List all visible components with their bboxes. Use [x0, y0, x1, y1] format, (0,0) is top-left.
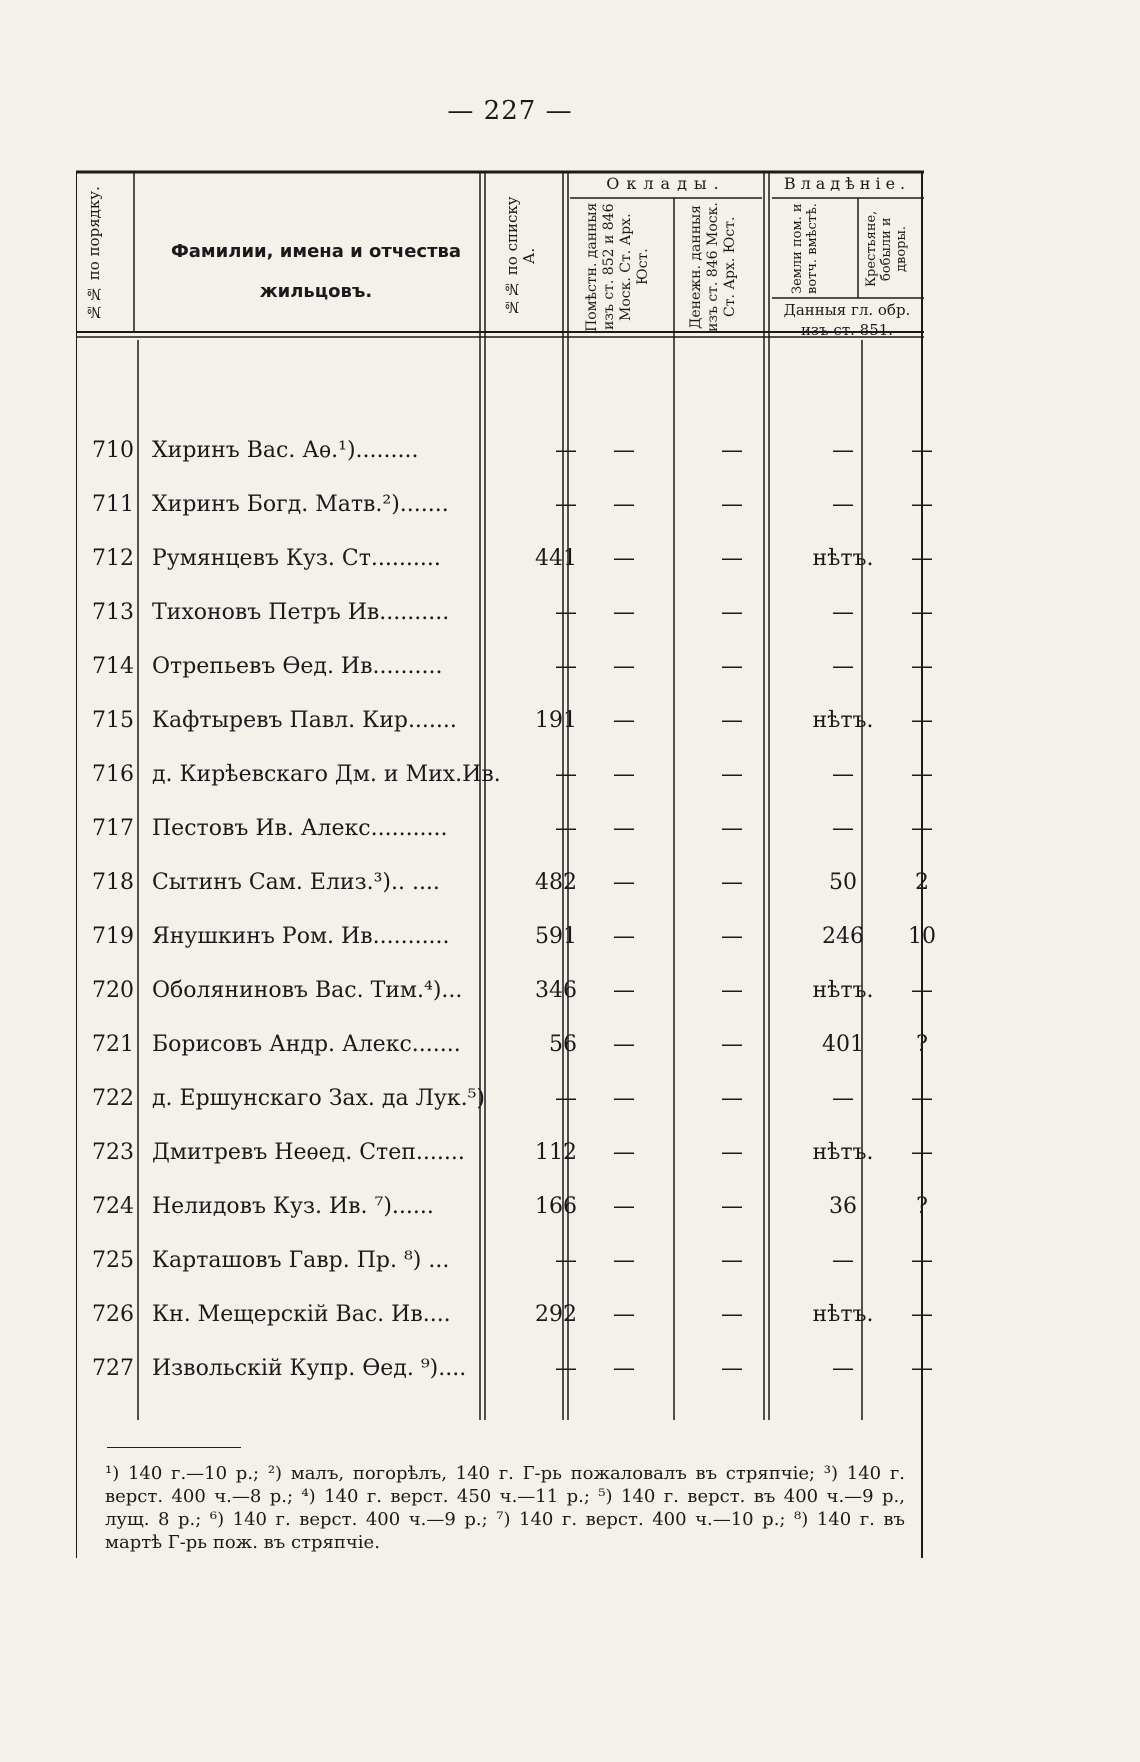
row-list-number: — — [555, 438, 577, 463]
row-number: 716 — [92, 762, 134, 787]
row-oklad-pomestny: — — [613, 1302, 635, 1327]
row-oklad-pomestny: — — [613, 978, 635, 1003]
table-row — [76, 910, 936, 964]
row-number: 724 — [92, 1194, 134, 1219]
row-krestyane: — — [911, 438, 933, 463]
row-oklad-denezhny: — — [721, 438, 743, 463]
row-number: 712 — [92, 546, 134, 571]
header-name-line2: жильцовъ. — [259, 281, 373, 302]
row-zemli: нѣтъ. — [812, 1140, 874, 1165]
row-zemli: нѣтъ. — [812, 1302, 874, 1327]
row-oklad-denezhny: — — [721, 924, 743, 949]
row-oklad-pomestny: — — [613, 762, 635, 787]
row-list-number: 56 — [549, 1032, 577, 1057]
row-krestyane: — — [911, 1356, 933, 1381]
row-oklad-denezhny: — — [721, 492, 743, 517]
header-number-column: №№ по порядку. — [85, 186, 103, 322]
row-oklad-pomestny: — — [613, 1032, 635, 1057]
row-name: Карташовъ Гавр. Пр. ⁸) ... — [152, 1248, 450, 1273]
footnote-rule — [107, 1447, 241, 1448]
row-oklad-denezhny: — — [721, 654, 743, 679]
row-name: Дмитревъ Неѳед. Степ....... — [152, 1140, 465, 1165]
row-number: 722 — [92, 1086, 134, 1111]
row-oklad-denezhny: — — [721, 1194, 743, 1219]
row-name: д. Ершунскаго Зах. да Лук.⁵) — [152, 1086, 486, 1111]
header-data-source — [772, 300, 922, 340]
row-list-number: 166 — [535, 1194, 577, 1219]
row-oklad-denezhny: — — [721, 816, 743, 841]
header-name-line1: Фамилии, имена и отчества — [170, 241, 462, 262]
header-zemli: Земли пом. и вотч. вмѣстѣ. — [790, 203, 820, 295]
row-oklad-pomestny: — — [613, 1086, 635, 1111]
row-krestyane: — — [911, 816, 933, 841]
row-krestyane: ? — [916, 1032, 928, 1057]
header-data-source-line2: изъ ст. 851. — [800, 321, 894, 339]
row-zemli: — — [832, 438, 854, 463]
page-number: — 227 — — [447, 96, 573, 126]
row-oklad-denezhny: — — [721, 1302, 743, 1327]
row-krestyane: — — [911, 1140, 933, 1165]
header-oklad-denezhny: Денежн. данныя изъ ст. 846 Моск. Ст. Арх. Юст. — [688, 202, 738, 332]
row-number: 719 — [92, 924, 134, 949]
row-list-number: — — [555, 1086, 577, 1111]
row-oklad-pomestny: — — [613, 924, 635, 949]
row-number: 723 — [92, 1140, 134, 1165]
row-number: 713 — [92, 600, 134, 625]
row-number: 727 — [92, 1356, 134, 1381]
row-krestyane: — — [911, 978, 933, 1003]
row-krestyane: — — [911, 600, 933, 625]
table-row — [76, 1342, 933, 1396]
row-name: Хиринъ Богд. Матв.²)....... — [152, 492, 449, 517]
row-zemli: нѣтъ. — [812, 708, 874, 733]
row-oklad-pomestny: — — [613, 1194, 635, 1219]
table-row — [76, 748, 933, 802]
row-oklad-denezhny: — — [721, 1032, 743, 1057]
row-zemli: 401 — [822, 1032, 864, 1057]
table-row — [76, 478, 933, 532]
row-krestyane: 10 — [908, 924, 936, 949]
row-krestyane: — — [911, 762, 933, 787]
row-oklad-denezhny: — — [721, 1086, 743, 1111]
row-krestyane: — — [911, 654, 933, 679]
row-number: 710 — [92, 438, 134, 463]
row-oklad-denezhny: — — [721, 1140, 743, 1165]
row-oklad-pomestny: — — [613, 546, 635, 571]
row-number: 717 — [92, 816, 134, 841]
table-row — [76, 1180, 928, 1234]
header-group-vladenie: Владѣніе. — [783, 174, 911, 193]
row-oklad-pomestny: — — [613, 654, 635, 679]
row-number: 721 — [92, 1032, 134, 1057]
row-oklad-pomestny: — — [613, 816, 635, 841]
row-list-number: — — [555, 654, 577, 679]
row-zemli: 246 — [822, 924, 864, 949]
row-oklad-pomestny: — — [613, 600, 635, 625]
row-krestyane: — — [911, 1302, 933, 1327]
row-list-number: 591 — [535, 924, 577, 949]
row-zemli: — — [832, 492, 854, 517]
row-krestyane: — — [911, 492, 933, 517]
row-krestyane: — — [911, 1248, 933, 1273]
table-row — [76, 640, 933, 694]
table-row — [76, 802, 933, 856]
row-number: 725 — [92, 1248, 134, 1273]
header-data-source-line1: Данныя гл. обр. — [783, 301, 911, 319]
row-zemli: — — [832, 762, 854, 787]
header-group-oklady: Оклады. — [606, 174, 726, 193]
row-name: Румянцевъ Куз. Ст.......... — [152, 546, 441, 571]
table-row — [76, 1126, 933, 1180]
row-oklad-pomestny: — — [613, 708, 635, 733]
table-row — [76, 964, 933, 1018]
row-list-number: — — [555, 1356, 577, 1381]
table-row — [76, 1018, 928, 1072]
row-oklad-pomestny: — — [613, 438, 635, 463]
row-zemli: — — [832, 816, 854, 841]
row-oklad-denezhny: — — [721, 600, 743, 625]
header-oklad-pomestny: Помѣстн. данныя изъ ст. 852 и 846 Моск. Ст. Арх. Юст. — [584, 202, 651, 332]
row-list-number: 292 — [535, 1302, 577, 1327]
row-name: Нелидовъ Куз. Ив. ⁷)...... — [152, 1194, 434, 1219]
row-name: Янушкинъ Ром. Ив........... — [152, 924, 450, 949]
row-list-number: 112 — [535, 1140, 577, 1165]
header-krestyane: Крестьяне, бобыли и дворы. — [864, 210, 909, 288]
row-number: 715 — [92, 708, 134, 733]
row-krestyane: 2 — [915, 870, 929, 895]
row-number: 714 — [92, 654, 134, 679]
row-number: 718 — [92, 870, 134, 895]
row-zemli: — — [832, 1356, 854, 1381]
row-list-number: — — [555, 816, 577, 841]
footnotes: ¹) 140 г.—10 р.; ²) малъ, погорѣлъ, 140 г. Г-рь пожаловалъ въ стряпчіе; ³) 140 г. верст. 400 ч.—8 р.; ⁴) 140 г. верст. 450 ч.—11 р.; ⁵) 140 г. верст. въ 400 ч.—9 р., лущ. 8 р.; ⁶) 140 г. верст. 400 ч.—9 р.; ⁷) 140 г. верст. 400 ч.—10 р.; ⁸) 140 г. въ мартѣ Г-рь пож. въ стряпчіе. — [105, 1463, 905, 1553]
row-oklad-denezhny: — — [721, 546, 743, 571]
row-number: 726 — [92, 1302, 134, 1327]
row-name: Оболяниновъ Вас. Тим.⁴)... — [152, 978, 463, 1003]
table-row — [76, 586, 933, 640]
row-oklad-denezhny: — — [721, 870, 743, 895]
row-name: Кафтыревъ Павл. Кир....... — [152, 708, 457, 733]
row-zemli: 50 — [829, 870, 857, 895]
row-name: Тихоновъ Петръ Ив.......... — [152, 600, 450, 625]
row-list-number: 191 — [535, 708, 577, 733]
row-name: д. Кирѣевскаго Дм. и Мих.Ив. — [152, 762, 501, 787]
table-row — [76, 532, 933, 586]
row-krestyane: — — [911, 546, 933, 571]
row-oklad-denezhny: — — [721, 978, 743, 1003]
row-name: Сытинъ Сам. Елиз.³).. .... — [152, 870, 440, 895]
row-name: Кн. Мещерскій Вас. Ив.... — [152, 1302, 451, 1327]
row-zemli: — — [832, 1086, 854, 1111]
table-row — [76, 1234, 933, 1288]
row-oklad-pomestny: — — [613, 1356, 635, 1381]
row-number: 720 — [92, 978, 134, 1003]
table — [76, 170, 936, 1558]
header-list-column: №№ по списку А. — [503, 196, 538, 316]
row-oklad-denezhny: — — [721, 1248, 743, 1273]
row-zemli: 36 — [829, 1194, 857, 1219]
row-list-number: 482 — [535, 870, 577, 895]
table-row — [76, 1288, 933, 1342]
row-oklad-pomestny: — — [613, 492, 635, 517]
table-row — [76, 424, 933, 478]
row-list-number: 346 — [535, 978, 577, 1003]
row-name: Борисовъ Андр. Алекс....... — [152, 1032, 461, 1057]
row-list-number: — — [555, 762, 577, 787]
row-list-number: — — [555, 600, 577, 625]
row-list-number: — — [555, 492, 577, 517]
row-oklad-denezhny: — — [721, 708, 743, 733]
row-oklad-denezhny: — — [721, 1356, 743, 1381]
row-oklad-denezhny: — — [721, 762, 743, 787]
table-row — [76, 856, 929, 910]
row-oklad-pomestny: — — [613, 870, 635, 895]
row-name: Хиринъ Вас. Аѳ.¹)......... — [152, 438, 419, 463]
row-krestyane: — — [911, 1086, 933, 1111]
row-krestyane: ? — [916, 1194, 928, 1219]
table-row — [76, 1072, 933, 1126]
row-number: 711 — [92, 492, 134, 517]
row-zemli: нѣтъ. — [812, 978, 874, 1003]
row-zemli: — — [832, 654, 854, 679]
row-krestyane: — — [911, 708, 933, 733]
row-list-number: 441 — [535, 546, 577, 571]
row-oklad-pomestny: — — [613, 1140, 635, 1165]
row-zemli: нѣтъ. — [812, 546, 874, 571]
row-name: Отрепьевъ Ѳед. Ив.......... — [152, 654, 443, 679]
row-list-number: — — [555, 1248, 577, 1273]
row-oklad-pomestny: — — [613, 1248, 635, 1273]
row-zemli: — — [832, 1248, 854, 1273]
row-zemli: — — [832, 600, 854, 625]
header-name-column — [146, 232, 486, 312]
row-name: Извольскій Купр. Ѳед. ⁹).... — [152, 1356, 467, 1381]
table-row — [76, 694, 933, 748]
row-name: Пестовъ Ив. Алекс........... — [152, 816, 448, 841]
